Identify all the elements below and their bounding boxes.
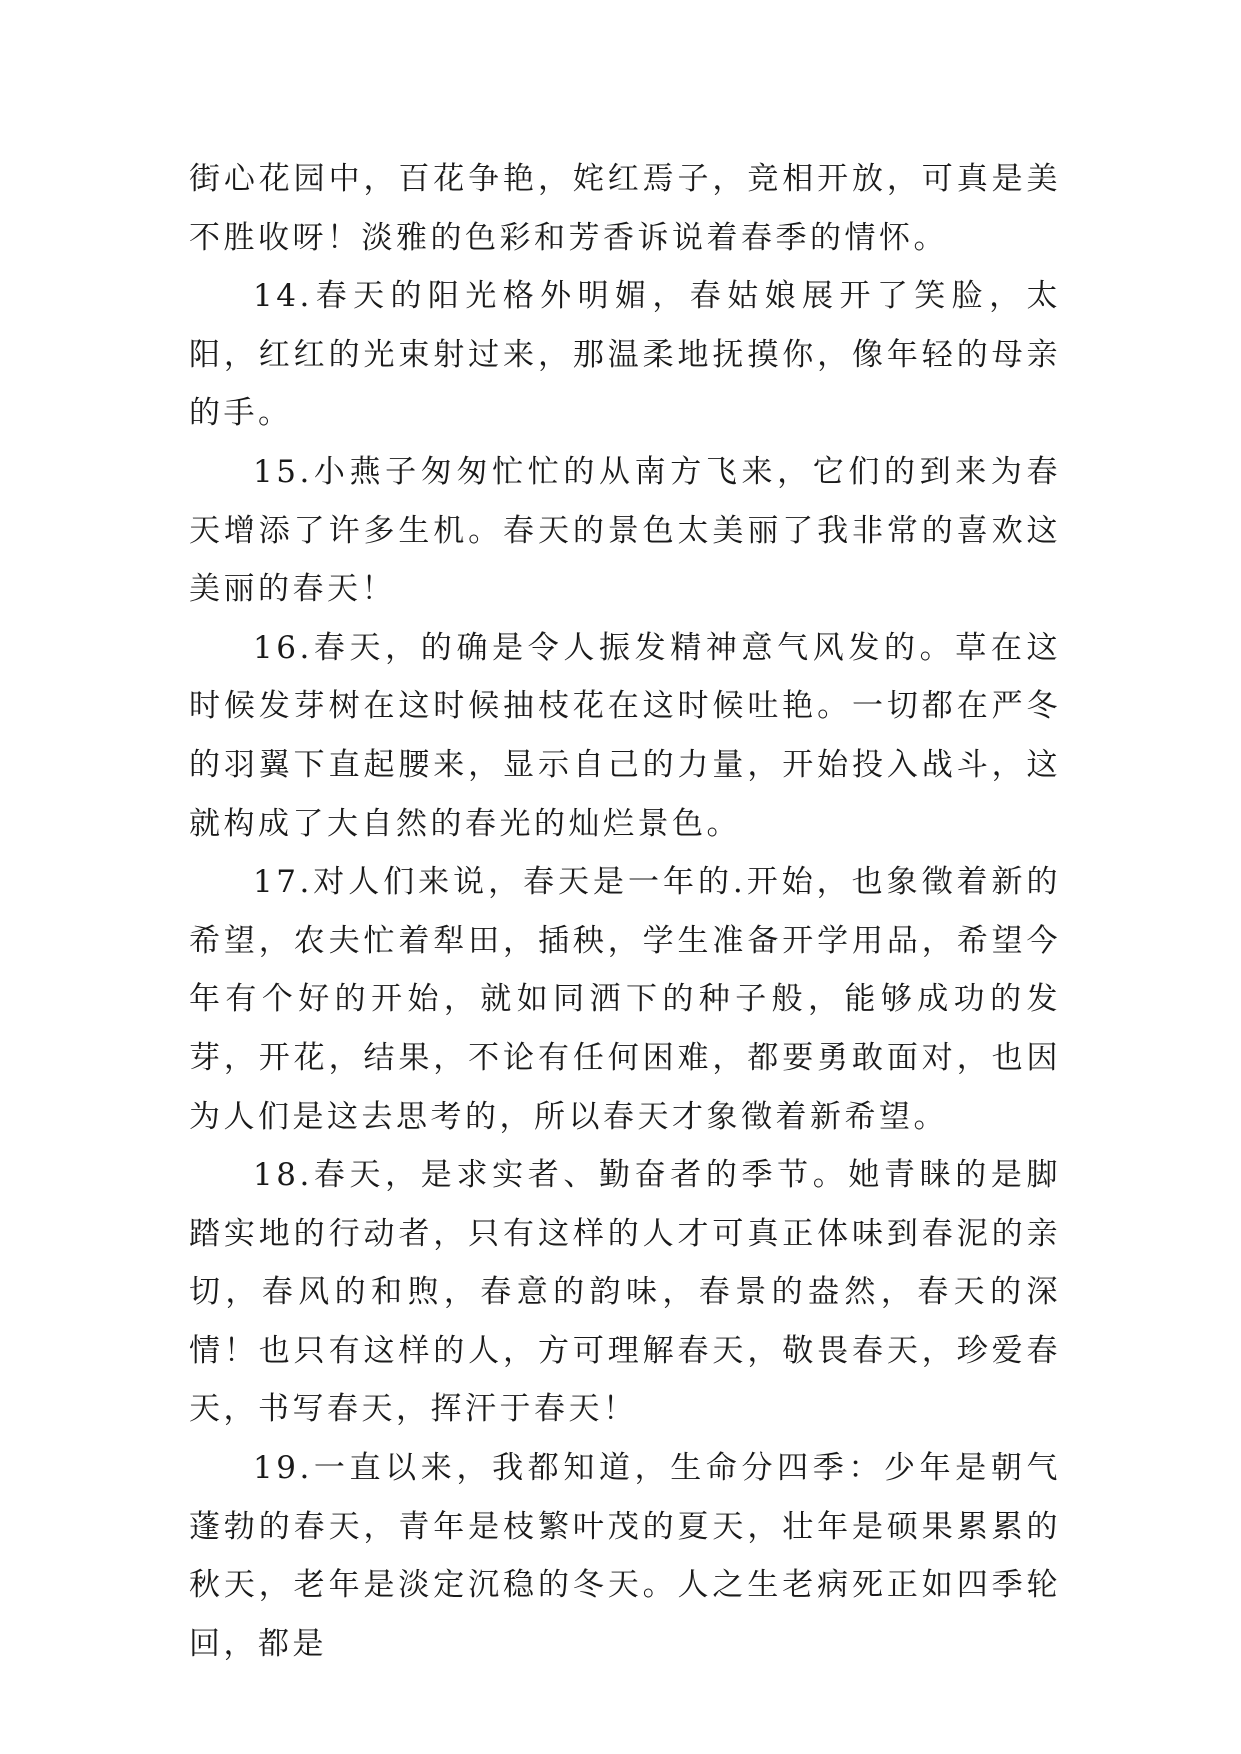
paragraph-16: 16.春天，的确是令人振发精神意气风发的。草在这时候发芽树在这时候抽枝花在这时候吐艳。一切都在严冬的羽翼下直起腰来，显示自己的力量，开始投入战斗，这就构成了大自然的春光的灿烂景色。 — [189, 629, 1061, 842]
paragraph-14: 14.春天的阳光格外明媚，春姑娘展开了笑脸，太阳，红红的光束射过来，那温柔地抚摸你，像年轻的母亲的手。 — [189, 278, 1061, 432]
paragraph-continuation: 街心花园中，百花争艳，姹红焉子，竞相开放，可真是美不胜收呀！淡雅的色彩和芳香诉说着春季的情怀。 — [189, 161, 1061, 256]
paragraph-15: 15.小燕子匆匆忙忙的从南方飞来，它们的到来为春天增添了许多生机。春天的景色太美丽了我非常的喜欢这美丽的春天！ — [189, 453, 1061, 608]
paragraph-18: 18.春天，是求实者、勤奋者的季节。她青睐的是脚踏实地的行动者，只有这样的人才可真正体味到春泥的亲切，春风的和煦，春意的韵味，春景的盎然，春天的深情！也只有这样的人，方可理解春天，敬畏春天，珍爱春天，书写春天，挥汗于春天！ — [189, 1157, 1061, 1428]
paragraph-19: 19.一直以来，我都知道，生命分四季：少年是朝气蓬勃的春天，青年是枝繁叶茂的夏天，壮年是硕果累累的秋天，老年是淡定沉稳的冬天。人之生老病死正如四季轮回，都是 — [189, 1450, 1061, 1662]
body-text — [189, 150, 1061, 1673]
paragraph-17: 17.对人们来说，春天是一年的.开始，也象徵着新的希望，农夫忙着犁田，插秧，学生准备开学用品，希望今年有个好的开始，就如同洒下的种子般，能够成功的发芽，开花，结果，不论有任何困难，都要勇敢面对，也因为人们是这去思考的，所以春天才象徵着新希望。 — [189, 864, 1061, 1135]
